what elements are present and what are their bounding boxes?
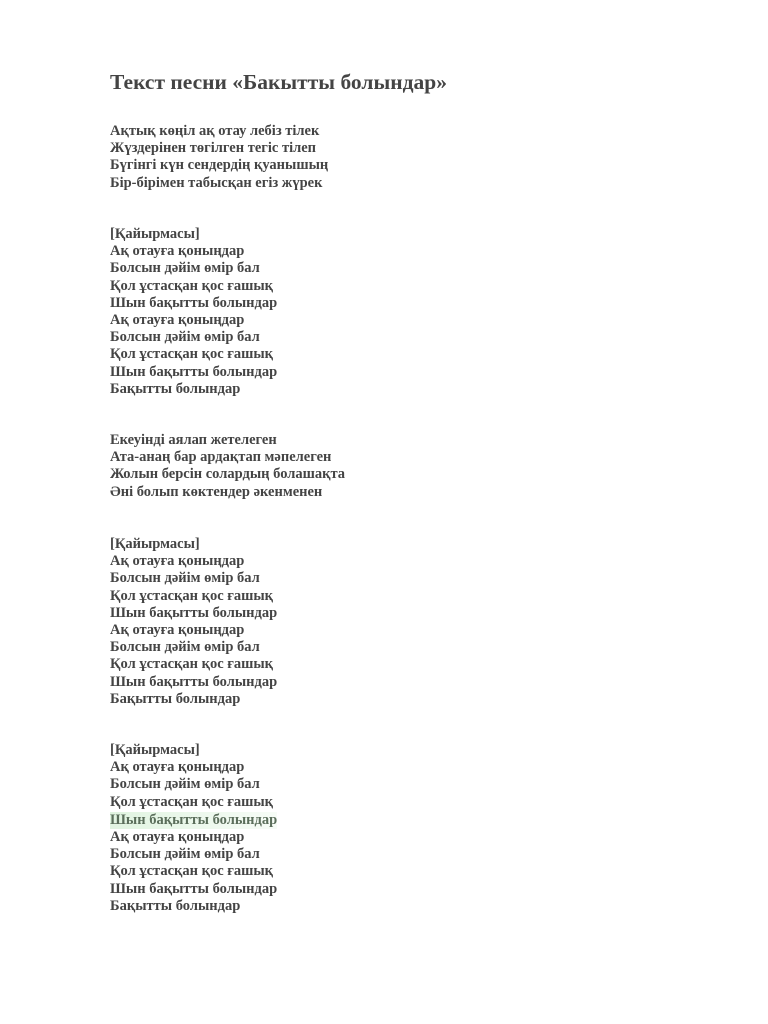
- lyric-line: Жолын берсін солардың болашақта: [110, 466, 346, 483]
- highlighted-lyric-line: Шын бақытты болындар: [110, 811, 278, 828]
- lyric-line: Болсын дәйім өмір бал: [110, 846, 260, 863]
- lyric-line: Ата-анаң бар ардақтап мәпелеген: [110, 449, 332, 466]
- lyric-line: Шын бақытты болындар: [110, 363, 278, 380]
- lyric-line: Ақ отауға қоныңдар: [110, 553, 245, 570]
- chorus-stanza: [110, 742, 277, 915]
- lyric-line: Болсын дәйім өмір бал: [110, 329, 260, 346]
- verse-stanza: [110, 123, 328, 192]
- lyric-line: Қол ұстасқан қос ғашық: [110, 863, 274, 880]
- lyric-line: Қол ұстасқан қос ғашық: [110, 793, 274, 810]
- lyric-line: Ақ отауға қоныңдар: [110, 829, 245, 846]
- lyric-line: Бір-бірімен табысқан егіз жүрек: [110, 174, 323, 191]
- lyric-line: Қол ұстасқан қос ғашық: [110, 277, 274, 294]
- chorus-label: [Қайырмасы]: [110, 226, 200, 242]
- lyric-line: Бақытты болындар: [110, 380, 241, 397]
- lyric-line: Болсын дәйім өмір бал: [110, 260, 260, 277]
- chorus-stanza: [110, 226, 277, 398]
- lyric-line: Шын бақытты болындар: [110, 294, 278, 311]
- lyric-line: Болсын дәйім өмір бал: [110, 639, 260, 656]
- lyric-line: Қол ұстасқан қос ғашық: [110, 587, 274, 604]
- lyric-line: Екеуінді аялап жетелеген: [110, 432, 277, 448]
- verse-stanza: [110, 432, 345, 501]
- lyric-line: Қол ұстасқан қос ғашық: [110, 346, 274, 363]
- lyric-line: Болсын дәйім өмір бал: [110, 570, 260, 587]
- chorus-label: [Қайырмасы]: [110, 742, 200, 758]
- chorus-stanza: [110, 536, 277, 708]
- lyric-line: Ақ отауға қоныңдар: [110, 759, 245, 776]
- lyric-line: Бүгінгі күн сендердің қуанышың: [110, 157, 329, 174]
- lyric-line: Ақ отауға қоныңдар: [110, 622, 245, 639]
- lyric-line: Әні болып көктендер әкенменен: [110, 483, 323, 500]
- lyric-line: Шын бақытты болындар: [110, 673, 278, 690]
- lyric-line: Қол ұстасқан қос ғашық: [110, 656, 274, 673]
- chorus-label: [Қайырмасы]: [110, 536, 200, 552]
- lyric-line: Бақытты болындар: [110, 690, 241, 707]
- lyric-line: Болсын дәйім өмір бал: [110, 776, 260, 793]
- lyric-line: Ақ отауға қоныңдар: [110, 312, 245, 329]
- lyric-line: Шын бақытты болындар: [110, 880, 278, 897]
- lyric-line: Шын бақытты болындар: [110, 604, 278, 621]
- lyric-line: Ақтық көңіл ақ отау лебіз тілек: [110, 123, 320, 139]
- lyric-line: Ақ отауға қоныңдар: [110, 243, 245, 260]
- lyric-line: Жүздерінен төгілген тегіс тілеп: [110, 140, 317, 157]
- page-title: Текст песни «Бакытты болындар»: [110, 70, 447, 94]
- lyric-line: Бақытты болындар: [110, 897, 241, 914]
